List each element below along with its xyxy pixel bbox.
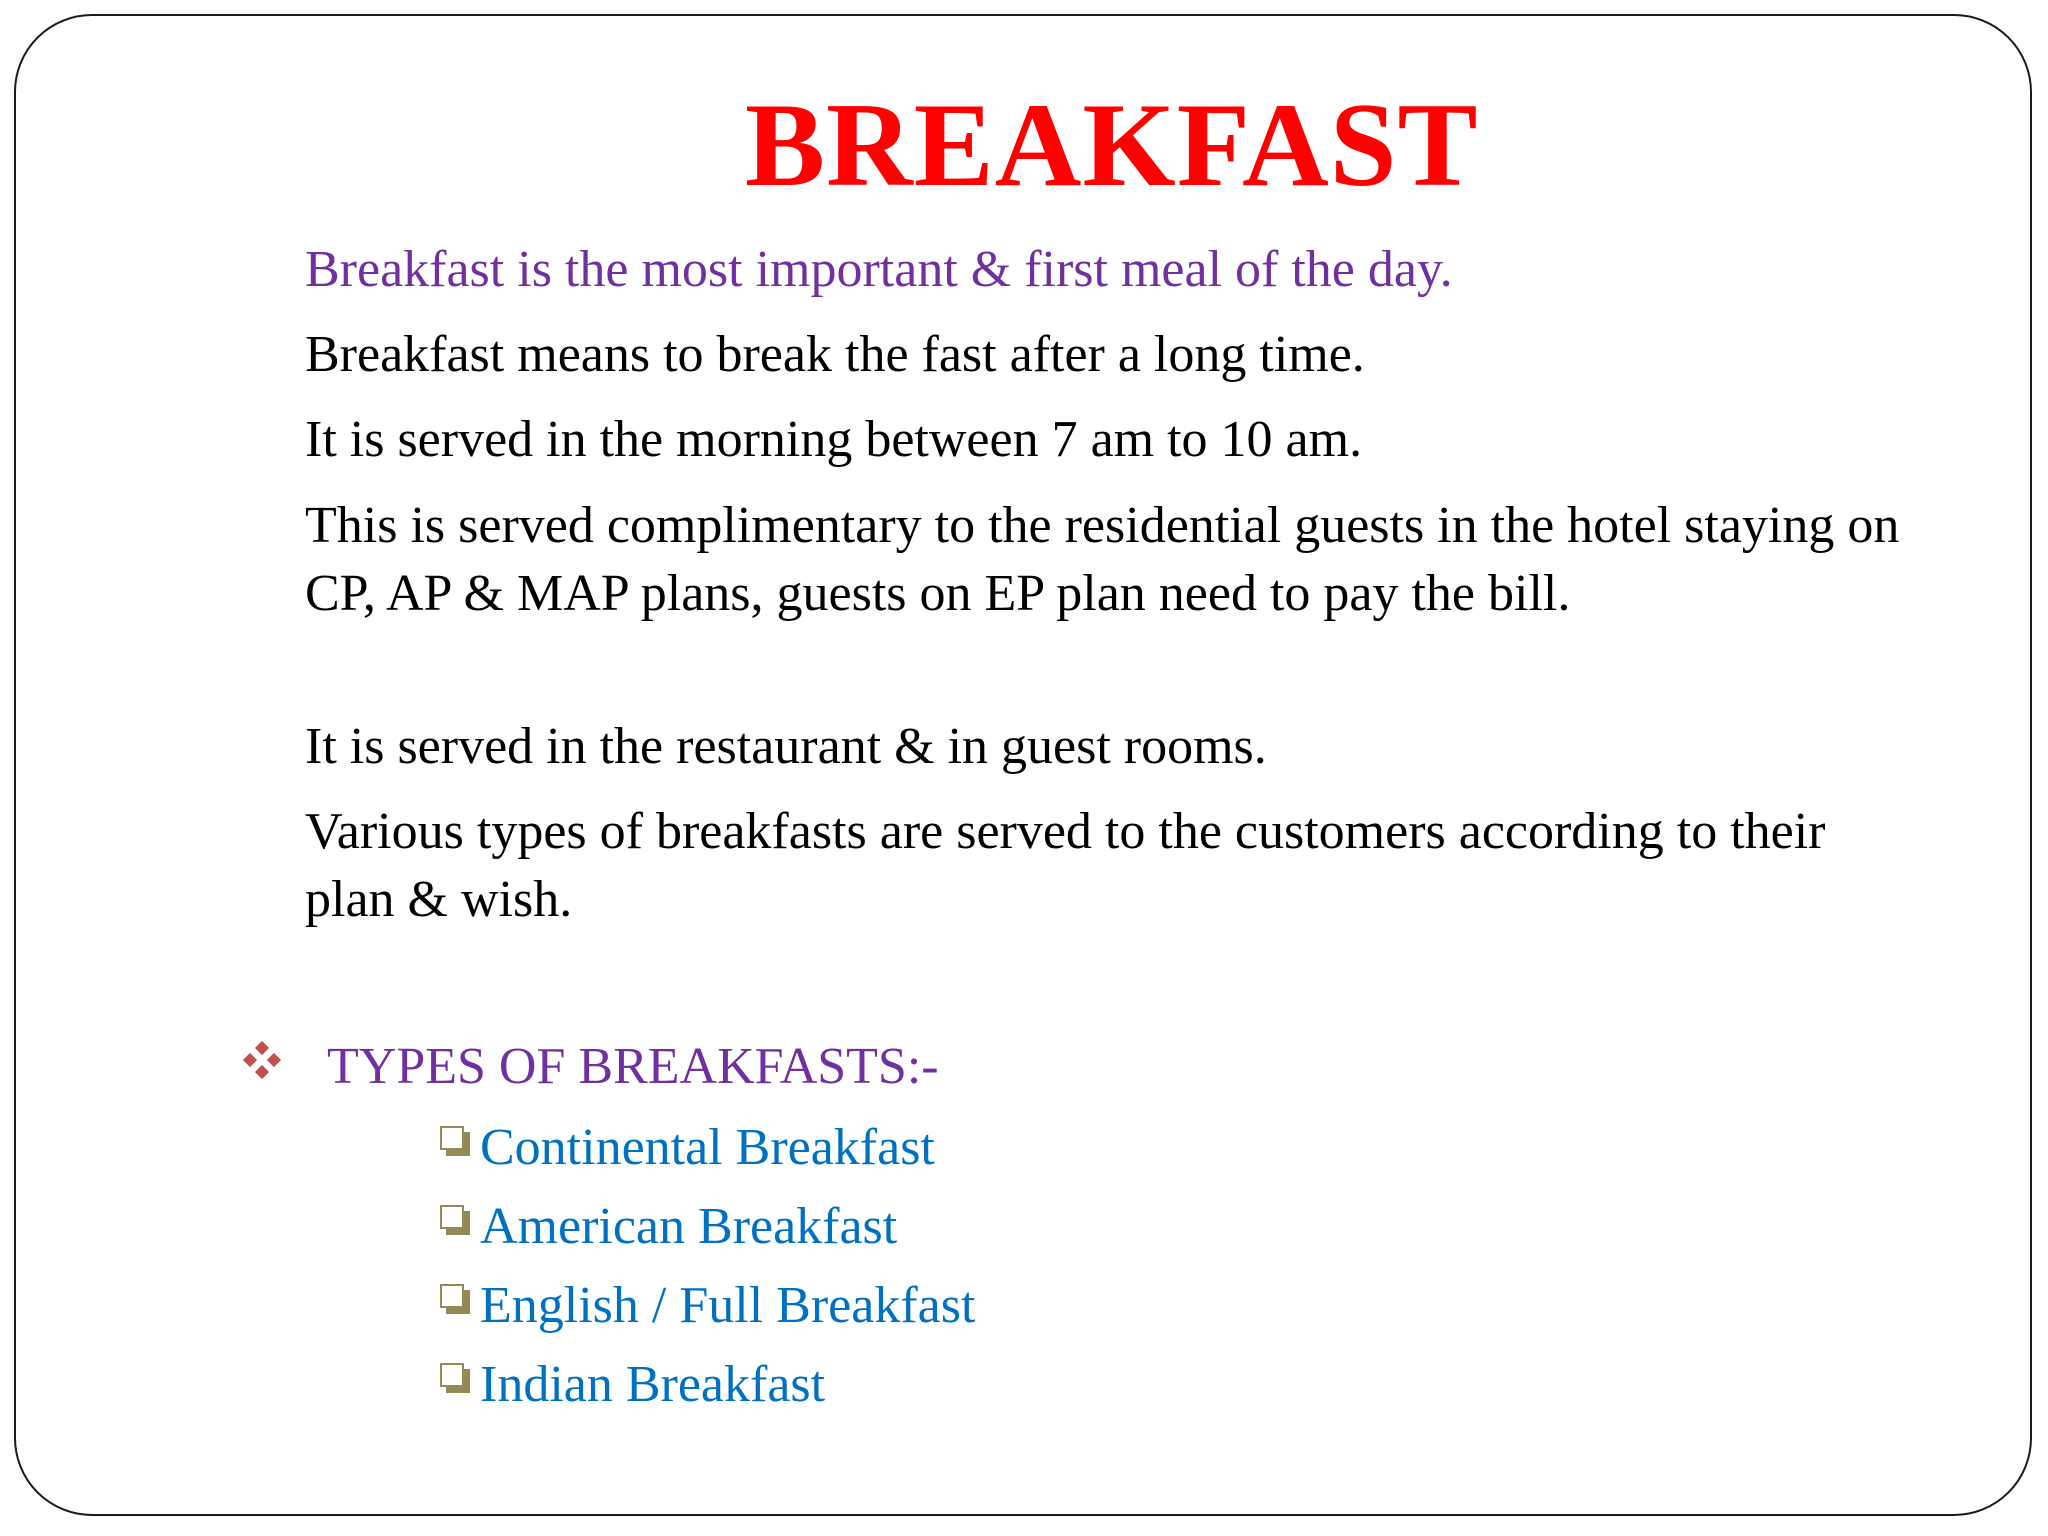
intro-paragraph: Breakfast is the most important & first meal of the day. bbox=[305, 241, 1453, 298]
breakfast-types-paragraph: Various types of breakfasts are served to the customers according to their plan & wish. bbox=[305, 803, 1826, 928]
serving-location-paragraph: It is served in the restaurant & in guest rooms. bbox=[305, 718, 1267, 775]
list-item bbox=[440, 1351, 975, 1419]
checkbox-bullet-icon bbox=[440, 1284, 466, 1310]
list-item bbox=[440, 1272, 975, 1340]
checkbox-bullet-icon bbox=[440, 1126, 466, 1152]
list-item bbox=[440, 1114, 975, 1182]
four-diamond-bullet-icon bbox=[245, 1043, 279, 1077]
checkbox-bullet-icon bbox=[440, 1363, 466, 1389]
checkbox-bullet-icon bbox=[440, 1205, 466, 1231]
list-item-label: Continental Breakfast bbox=[480, 1119, 935, 1176]
types-heading bbox=[245, 1033, 939, 1101]
slide-title: BREAKFAST bbox=[745, 78, 1479, 211]
list-item-label: American Breakfast bbox=[480, 1198, 898, 1255]
list-item-label: English / Full Breakfast bbox=[480, 1277, 976, 1334]
serving-time-paragraph: It is served in the morning between 7 am to 10 am. bbox=[305, 411, 1363, 468]
list-item bbox=[440, 1193, 975, 1261]
breakfast-types-list bbox=[440, 1114, 975, 1430]
types-heading-label: TYPES OF BREAKFASTS:- bbox=[327, 1038, 939, 1095]
list-item-label: Indian Breakfast bbox=[480, 1356, 826, 1413]
definition-paragraph: Breakfast means to break the fast after a long time. bbox=[305, 326, 1365, 383]
complimentary-plans-paragraph: This is served complimentary to the residential guests in the hotel staying on CP, AP & MAP plans, guests on EP plan need to pay the bill. bbox=[305, 497, 1900, 622]
